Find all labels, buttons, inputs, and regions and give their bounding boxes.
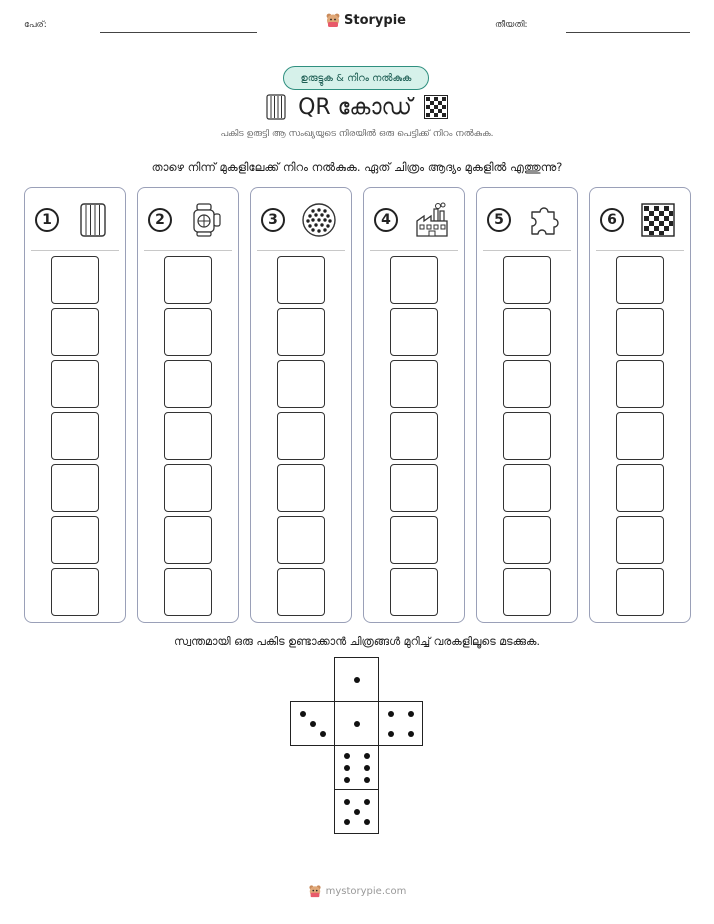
color-box[interactable] xyxy=(390,516,438,564)
pip xyxy=(354,809,360,815)
color-box[interactable] xyxy=(503,308,551,356)
factory-icon xyxy=(414,202,450,238)
color-box[interactable] xyxy=(503,516,551,564)
color-box[interactable] xyxy=(164,464,212,512)
dice-face-3 xyxy=(290,701,335,746)
pip xyxy=(388,731,394,737)
puzzle-piece-icon xyxy=(527,202,563,238)
color-box[interactable] xyxy=(503,360,551,408)
name-line[interactable] xyxy=(100,32,257,33)
color-box[interactable] xyxy=(277,256,325,304)
pip xyxy=(364,799,370,805)
color-box[interactable] xyxy=(51,568,99,616)
color-box[interactable] xyxy=(164,568,212,616)
color-box[interactable] xyxy=(616,360,664,408)
dice-face-1 xyxy=(334,701,379,746)
column-3 xyxy=(250,187,352,623)
color-box[interactable] xyxy=(616,256,664,304)
color-box[interactable] xyxy=(164,256,212,304)
striped-rectangle-icon xyxy=(266,94,286,120)
color-box[interactable] xyxy=(277,360,325,408)
color-box[interactable] xyxy=(51,360,99,408)
date-label: തീയതി: xyxy=(495,20,528,30)
color-box[interactable] xyxy=(277,464,325,512)
color-box[interactable] xyxy=(390,308,438,356)
dice-face-5 xyxy=(334,789,379,834)
pip xyxy=(364,777,370,783)
pip xyxy=(310,721,316,727)
column-divider xyxy=(31,250,119,251)
pip xyxy=(344,819,350,825)
pip xyxy=(408,711,414,717)
color-box[interactable] xyxy=(51,464,99,512)
footer-url[interactable]: mystorypie.com xyxy=(325,885,407,897)
pip xyxy=(388,711,394,717)
pip xyxy=(344,765,350,771)
column-number: 1 xyxy=(35,208,59,232)
column-number: 3 xyxy=(261,208,285,232)
column-number: 4 xyxy=(374,208,398,232)
color-box[interactable] xyxy=(164,360,212,408)
color-box[interactable] xyxy=(51,412,99,460)
column-2 xyxy=(137,187,239,623)
pip xyxy=(354,677,360,683)
color-box[interactable] xyxy=(51,308,99,356)
color-box[interactable] xyxy=(51,516,99,564)
color-box[interactable] xyxy=(616,516,664,564)
bear-logo-icon xyxy=(308,884,322,898)
page-title: QR കോഡ് xyxy=(298,94,412,120)
column-divider xyxy=(144,250,232,251)
cut-instruction: സ്വന്തമായി ഒരു പകിട ഉണ്ടാക്കാൻ ചിത്രങ്ങൾ മുറിച്ച് വരകളിലൂടെ മടക്കുക. xyxy=(174,635,540,648)
color-box[interactable] xyxy=(616,308,664,356)
footer xyxy=(0,884,714,898)
color-box[interactable] xyxy=(277,568,325,616)
color-box[interactable] xyxy=(503,412,551,460)
column-number: 2 xyxy=(148,208,172,232)
column-1 xyxy=(24,187,126,623)
pip xyxy=(300,711,306,717)
pip xyxy=(344,753,350,759)
color-box[interactable] xyxy=(503,464,551,512)
striped-rectangle-icon xyxy=(75,202,111,238)
date-line[interactable] xyxy=(566,32,690,33)
color-box[interactable] xyxy=(390,256,438,304)
pip xyxy=(344,799,350,805)
dice-face-6 xyxy=(334,745,379,790)
dotted-circle-icon xyxy=(301,202,337,238)
color-box[interactable] xyxy=(277,516,325,564)
name-label: പേര്: xyxy=(24,20,47,30)
column-5 xyxy=(476,187,578,623)
color-box[interactable] xyxy=(164,516,212,564)
column-4 xyxy=(363,187,465,623)
color-box[interactable] xyxy=(503,568,551,616)
color-box[interactable] xyxy=(503,256,551,304)
color-box[interactable] xyxy=(277,308,325,356)
color-box[interactable] xyxy=(616,412,664,460)
color-box[interactable] xyxy=(616,464,664,512)
column-number: 6 xyxy=(600,208,624,232)
column-divider xyxy=(596,250,684,251)
pip xyxy=(364,765,370,771)
color-box[interactable] xyxy=(390,412,438,460)
color-box[interactable] xyxy=(390,464,438,512)
brand-logo xyxy=(325,12,406,28)
column-divider xyxy=(483,250,571,251)
pip xyxy=(354,721,360,727)
engine-icon xyxy=(188,202,224,238)
column-number: 5 xyxy=(487,208,511,232)
color-box[interactable] xyxy=(51,256,99,304)
column-divider xyxy=(257,250,345,251)
instruction-text: താഴെ നിന്ന് മുകളിലേക്ക് നിറം നൽകുക. ഏത് ചിത്രം ആദ്യം മുകളിൽ എത്തുന്നു? xyxy=(151,160,563,174)
title-row xyxy=(0,90,714,124)
brand-name: Storypie xyxy=(344,12,406,28)
pip xyxy=(408,731,414,737)
subtitle: പകിട ഉരുട്ടി ആ സംഖ്യയുടെ നിരയിൽ ഒരു പെട്ടിക്ക് നിറം നൽകുക. xyxy=(220,129,494,139)
column-6 xyxy=(589,187,691,623)
pip xyxy=(364,753,370,759)
pip xyxy=(320,731,326,737)
qr-code-icon xyxy=(424,95,448,119)
qr-code-icon xyxy=(640,202,676,238)
bear-logo-icon xyxy=(325,12,341,28)
column-divider xyxy=(370,250,458,251)
activity-badge-text: ഉരുട്ടുക & നിറം നൽകുക xyxy=(300,72,412,84)
color-box[interactable] xyxy=(616,568,664,616)
pip xyxy=(364,819,370,825)
dice-face-1 xyxy=(334,657,379,702)
color-box[interactable] xyxy=(277,412,325,460)
color-box[interactable] xyxy=(164,412,212,460)
color-box[interactable] xyxy=(390,568,438,616)
pip xyxy=(344,777,350,783)
color-box[interactable] xyxy=(164,308,212,356)
dice-face-4 xyxy=(378,701,423,746)
activity-badge xyxy=(283,66,429,90)
color-box[interactable] xyxy=(390,360,438,408)
